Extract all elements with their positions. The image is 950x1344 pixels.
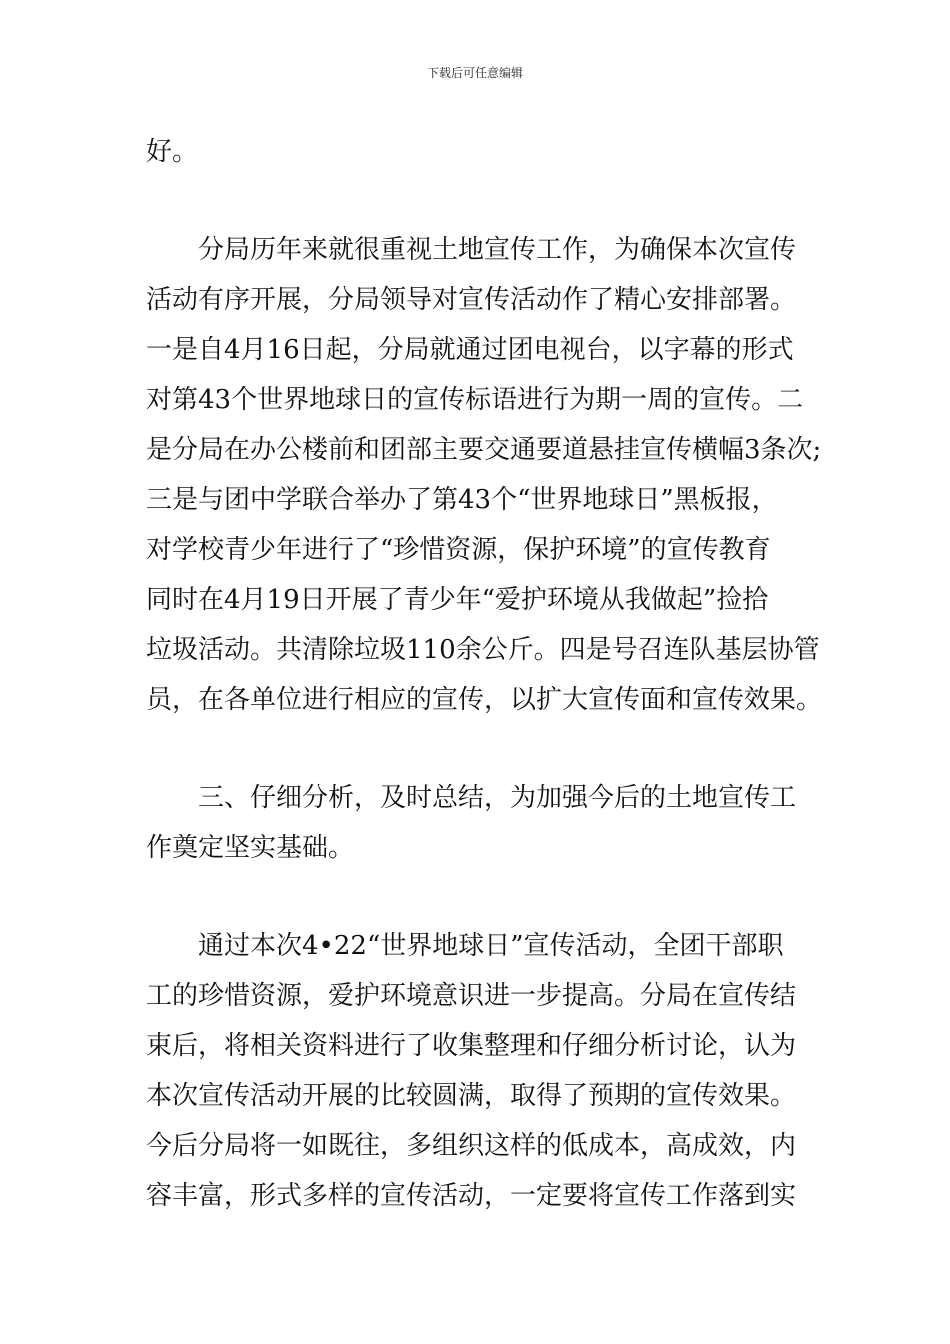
text-line: 三是与团中学联合举办了第43个“世界地球日”黑板报，: [146, 485, 778, 515]
text-line: 好。: [146, 137, 199, 167]
text-line: 今后分局将一如既往，多组织这样的低成本，高成效，内: [146, 1131, 797, 1161]
section-heading: 三、仔细分析，及时总结，为加强今后的土地宣传工: [198, 783, 797, 813]
text-line: 员，在各单位进行相应的宣传，以扩大宣传面和宣传效果。: [146, 685, 823, 715]
text-line: 本次宣传活动开展的比较圆满，取得了预期的宣传效果。: [146, 1081, 797, 1111]
text-line: 一是自4月16日起，分局就通过团电视台，以字幕的形式: [146, 335, 794, 365]
section-heading: 作奠定坚实基础。: [146, 833, 355, 863]
text-line: 活动有序开展，分局领导对宣传活动作了精心安排部署。: [146, 285, 797, 315]
text-line: 容丰富，形式多样的宣传活动，一定要将宣传工作落到实: [146, 1181, 797, 1211]
page-header: 下载后可任意编辑: [426, 66, 523, 80]
text-line: 束后，将相关资料进行了收集整理和仔细分析讨论，认为: [146, 1031, 797, 1061]
text-line: 通过本次4•22“世界地球日”宣传活动，全团干部职: [198, 931, 784, 961]
text-line: 工的珍惜资源，爱护环境意识进一步提高。分局在宣传结: [146, 981, 797, 1011]
text-line: 是分局在办公楼前和团部主要交通要道悬挂宣传横幅3条次;: [146, 435, 822, 465]
text-line: 同时在4月19日开展了青少年“爱护环境从我做起”捡拾: [146, 585, 769, 615]
text-line: 垃圾活动。共清除垃圾110余公斤。四是号召连队基层协管: [146, 635, 820, 665]
text-line: 对第43个世界地球日的宣传标语进行为期一周的宣传。二: [146, 385, 804, 415]
text-line: 对学校青少年进行了“珍惜资源，保护环境”的宣传教育: [146, 535, 771, 565]
text-line: 分局历年来就很重视土地宣传工作，为确保本次宣传: [198, 235, 797, 265]
